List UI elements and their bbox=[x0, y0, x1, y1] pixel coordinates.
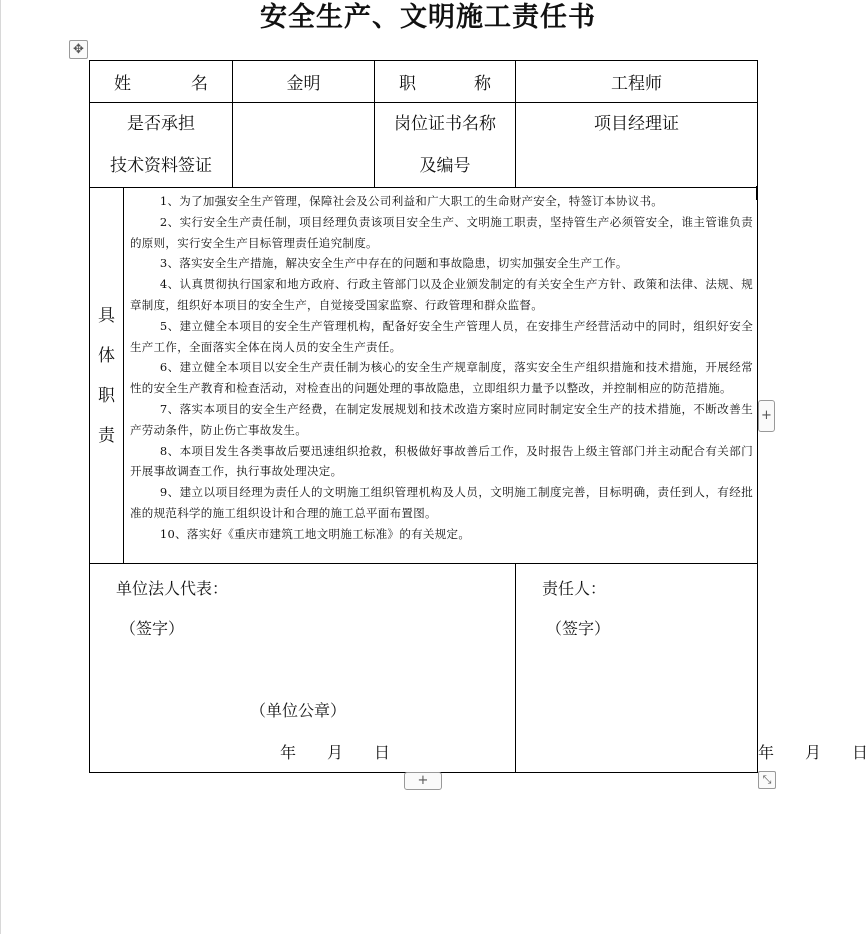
name-label-char-2: 名 bbox=[191, 74, 208, 94]
cert-label-line-2: 及编号 bbox=[419, 156, 471, 176]
table-resize-icon[interactable]: ⤡ bbox=[758, 771, 776, 789]
legal-representative-signature-cell[interactable] bbox=[90, 564, 516, 773]
company-seal-label: （单位公章） bbox=[250, 701, 347, 720]
date-month-label: 月 bbox=[805, 743, 822, 762]
duty-item: 7、落实本项目的安全生产经费，在制定发展规划和技术改造方案时应同时制定安全生产的技术措施，不断改善生产劳动条件，防止伤亡事故发生。 bbox=[130, 401, 753, 437]
name-label-cell[interactable] bbox=[90, 61, 233, 103]
position-label-cell[interactable] bbox=[375, 61, 516, 103]
cert-label-line-1: 岗位证书名称 bbox=[394, 114, 496, 134]
table-row bbox=[90, 103, 758, 188]
duties-label-char: 职 bbox=[98, 385, 115, 406]
add-column-plus-icon[interactable]: + bbox=[758, 400, 775, 432]
tech-signoff-label-cell[interactable] bbox=[90, 103, 233, 188]
duty-item: 2、实行安全生产责任制，项目经理负责该项目安全生产、文明施工职责，坚持管生产必须管安全，谁主管谁负责的原则，实行安全生产目标管理责任追究制度。 bbox=[130, 214, 753, 250]
tech-signoff-label-line-2: 技术资料签证 bbox=[110, 156, 212, 176]
tech-signoff-label-line-1: 是否承担 bbox=[127, 114, 195, 134]
legal-representative-label: 单位法人代表： bbox=[116, 579, 229, 598]
position-value-cell[interactable]: 工程师 bbox=[516, 61, 758, 103]
legal-representative-sign-mark: （签字） bbox=[120, 619, 185, 638]
position-label-char-2: 称 bbox=[474, 74, 491, 94]
duty-item: 4、认真贯彻执行国家和地方政府、行政主管部门以及企业颁发制定的有关安全生产方针、政策和法律、法规、规章制度，组织好本项目的安全生产，自觉接受国家监察、行政管理和群众监督。 bbox=[130, 277, 753, 312]
table-move-handle-icon[interactable]: ✥ bbox=[69, 40, 88, 59]
name-value-cell[interactable]: 金明 bbox=[233, 61, 375, 103]
responsible-person-sign-mark: （签字） bbox=[546, 619, 611, 638]
duty-item: 5、建立健全本项目的安全生产管理机构，配备好安全生产管理人员，在安排生产经营活动中的同时，组织好安全生产工作，全面落实全体在岗人员的安全生产责任。 bbox=[130, 318, 753, 354]
text-cursor bbox=[756, 186, 758, 200]
table-row bbox=[90, 61, 758, 103]
add-row-plus-icon[interactable]: + bbox=[404, 772, 442, 790]
duties-label-char: 责 bbox=[98, 425, 115, 446]
duties-content-cell[interactable] bbox=[124, 188, 758, 564]
tech-signoff-value-cell[interactable] bbox=[233, 103, 375, 188]
duty-item: 10、落实好《重庆市建筑工地文明施工标准》的有关规定。 bbox=[159, 526, 471, 541]
responsibility-table-wrapper bbox=[89, 60, 868, 773]
table-row bbox=[90, 564, 758, 773]
duty-item: 8、本项目发生各类事故后要迅速组织抢救，积极做好事故善后工作，及时报告上级主管部门并主动配合有关部门开展事故调查工作，执行事故处理决定。 bbox=[130, 443, 753, 479]
duty-item: 6、建立健全本项目以安全生产责任制为核心的安全生产规章制度，落实安全生产组织措施和技术措施，开展经常性的安全生产教育和检查活动，对检查出的问题处理的事故隐患，立即组织力量予以整改，并控制相应的防范措施。 bbox=[130, 360, 753, 396]
duty-item: 3、落实安全生产措施，解决安全生产中存在的问题和事故隐患，切实加强安全生产工作。 bbox=[159, 256, 628, 271]
page-left-border bbox=[0, 0, 1, 934]
duty-item: 9、建立以项目经理为责任人的文明施工组织管理机构及人员，文明施工制度完善，目标明确，责任到人，有经批准的规范科学的施工组织设计和合理的施工总平面布置图。 bbox=[130, 485, 753, 520]
duty-item: 1、为了加强安全生产管理，保障社会及公司利益和广大职工的生命财产安全，特签订本协议书。 bbox=[159, 194, 664, 208]
cert-label-cell[interactable] bbox=[375, 103, 516, 188]
responsibility-table bbox=[89, 60, 868, 773]
cert-value-cell[interactable]: 项目经理证 bbox=[516, 103, 758, 188]
responsible-person-label: 责任人： bbox=[542, 579, 607, 598]
date-year-label: 年 bbox=[758, 743, 775, 762]
name-label-char-1: 姓 bbox=[114, 74, 131, 94]
table-row bbox=[90, 188, 758, 564]
responsible-person-signature-cell[interactable] bbox=[516, 564, 868, 773]
date-day-label: 日 bbox=[852, 743, 868, 762]
duties-label-cell[interactable] bbox=[90, 188, 124, 564]
date-day-label: 日 bbox=[374, 743, 391, 762]
position-label-char-1: 职 bbox=[399, 74, 416, 94]
date-month-label: 月 bbox=[327, 743, 344, 762]
document-title: 安全生产、文明施工责任书 bbox=[260, 2, 596, 33]
duties-label-char: 具 bbox=[98, 305, 115, 326]
duties-label-char: 体 bbox=[98, 345, 115, 366]
date-year-label: 年 bbox=[280, 743, 297, 762]
